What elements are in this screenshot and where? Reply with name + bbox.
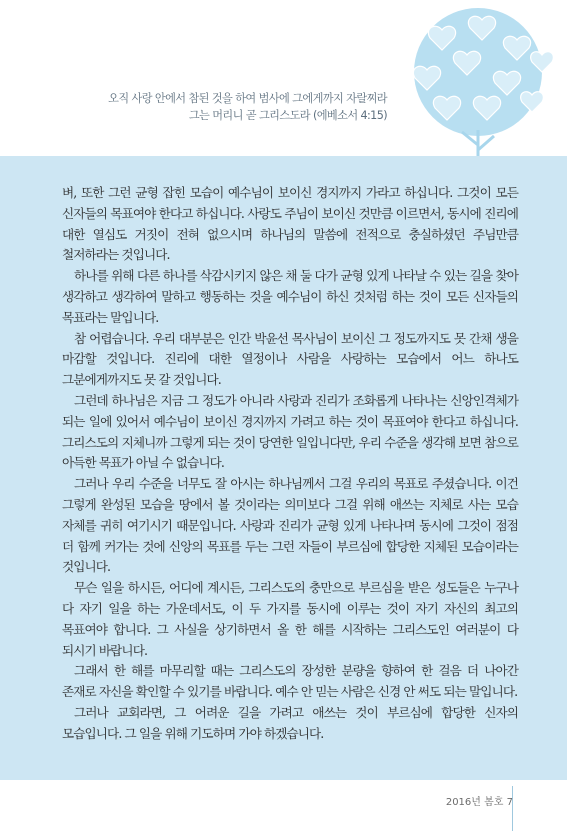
scripture-quote [108,90,387,124]
heart-tree-illustration [382,0,567,170]
article-body [62,183,518,745]
issue-label: 2016년 봄호 [445,797,504,808]
page-number: 7 [506,797,513,808]
folio [446,793,513,808]
quote-line: 그는 머리니 곧 그리스도라 (에베소서 4:15) [188,109,387,122]
paragraph: 그러나 우리 수준을 너무도 잘 아시는 하나님께서 그걸 우리의 목표로 주셨습니다. 이건 그렇게 완성된 모습을 땅에서 볼 것이라는 의미보다 그걸 위해 애쓰는 지체로 사는 모습 자체를 귀히 여기시기 때문입니다. 사랑과 진리가 균형 있게 나타나며 동시에 그것이 점점 더 함께 커가는 것에 신앙의 목표를 두는 그런 자들이 부르심에 합당한 지체된 모습이라는 것입니다. [62,476,518,575]
paragraph: 그래서 한 해를 마무리할 때는 그리스도의 장성한 분량을 향하여 한 걸음 더 나아간 존재로 자신을 확인할 수 있기를 바랍니다. 예수 안 믿는 사람은 신경 안 써도 되는 말입니다. [62,663,518,700]
paragraph: 무슨 일을 하시든, 어디에 계시든, 그리스도의 충만으로 부르심을 받은 성도들은 누구나 다 자기 일을 하는 가운데서도, 이 두 가지를 동시에 이루는 것이 자기 자신의 최고의 목표여야 합니다. 그 사실을 상기하면서 올 한 해를 시작하는 그리스도인 여러분이 다 되시기 바랍니다. [62,580,518,658]
paragraph: 벼, 또한 그런 균형 잡힌 모습이 예수님이 보이신 경지까지 가라고 하십니다. 그것이 모든 신자들의 목표여야 한다고 하십니다. 사랑도 주님이 보이신 것만큼 이르면서, 동시에 진리에 대한 열심도 거짓이 전혀 없으시며 하나님의 말씀에 전적으로 충실하셨던 주님만큼 철저하라는 것입니다. [62,185,518,263]
paragraph: 참 어렵습니다. 우리 대부분은 인간 박윤선 목사님이 보이신 그 정도까지도 못 간채 생을 마감할 것입니다. 진리에 대한 열정이나 사람을 사랑하는 모습에서 어느 하나도 그분에게까지도 못 갈 것입니다. [62,330,518,388]
paragraph: 하나를 위해 다른 하나를 삭감시키지 않은 채 둘 다가 균형 있게 나타날 수 있는 길을 찾아 생각하고 생각하여 말하고 행동하는 것을 예수님이 하신 것처럼 하는 것이 모든 신자들의 목표라는 말입니다. [62,268,518,325]
quote-line: 오직 사랑 안에서 참된 것을 하여 범사에 그에게까지 자랄찌라 [108,92,387,105]
paragraph: 그러나 교회라면, 그 어려운 길을 가려고 애쓰는 것이 부르심에 합당한 신자의 모습입니다. 그 일을 위해 기도하며 가야 하겠습니다. [62,704,518,741]
paragraph: 그런데 하나님은 지금 그 정도가 아니라 사랑과 진리가 조화롭게 나타나는 신앙인격체가 되는 일에 있어서 예수님이 보이신 경지까지 가려고 하는 것이 목표여야 한다고 하십니다. 그리스도의 지체니까 그렇게 되는 것이 당연한 일입니다만, 우리 수준을 생각해 보면 참으로 아득한 목표가 아닐 수 없습니다. [62,392,518,471]
